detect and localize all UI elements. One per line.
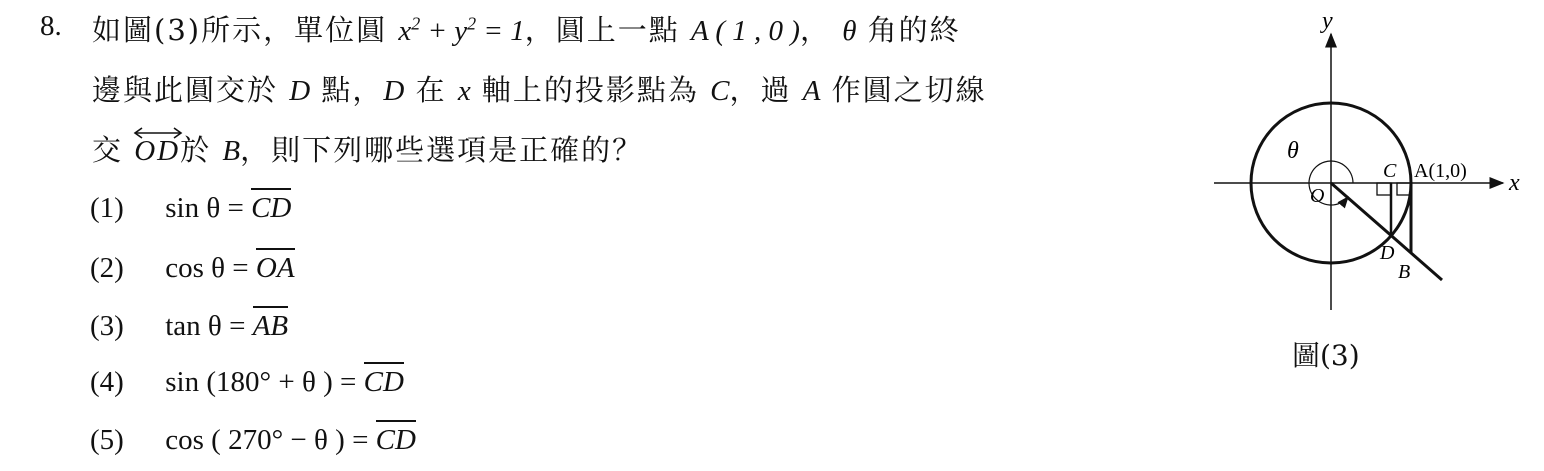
line-od: [134, 135, 180, 168]
option-3: [90, 310, 288, 343]
text: ，圓上一點: [524, 13, 680, 47]
label-o: O: [1310, 185, 1325, 207]
option-lhs: cos ( 270° − θ ) =: [165, 424, 369, 456]
option-lhs: tan θ =: [165, 310, 246, 342]
option-number: (2): [90, 252, 124, 284]
text: 點，: [321, 73, 384, 107]
var-a: A: [802, 75, 821, 107]
text: 在: [415, 73, 447, 107]
option-1: [90, 192, 291, 225]
double-arrow-icon: [132, 127, 184, 139]
option-segment: OA: [256, 248, 295, 284]
option-segment: CD: [376, 420, 416, 456]
text: 作圓之切線: [831, 73, 987, 107]
text: ，過: [729, 73, 792, 107]
option-lhs: sin (180° + θ ) =: [165, 366, 357, 398]
option-segment: AB: [253, 306, 288, 342]
segment-od-text: OD: [134, 135, 181, 167]
option-segment: CD: [364, 362, 404, 398]
text: 邊與此圓交於: [92, 73, 279, 107]
question-line-3: [92, 128, 643, 169]
question-number: 8.: [40, 10, 62, 42]
text: ，: [799, 13, 831, 47]
question-line-2: [92, 68, 987, 109]
option-segment: CD: [251, 188, 291, 224]
circle-equation: $x^2 + y^2 = 1$: [398, 13, 525, 47]
question-line-1: [92, 8, 961, 49]
label-y: y: [1322, 8, 1333, 34]
var-b: B: [222, 135, 241, 167]
var-d: D: [289, 75, 311, 107]
figure-caption: 圖(3): [1292, 339, 1360, 372]
label-x: x: [1509, 170, 1520, 196]
label-a: A(1,0): [1414, 160, 1467, 182]
option-2: [90, 252, 295, 285]
unit-circle-figure: [1200, 0, 1540, 330]
label-theta: θ: [1287, 138, 1299, 164]
option-number: (1): [90, 192, 124, 224]
label-c: C: [1383, 160, 1397, 182]
text: ，則下列哪些選項是正確的？: [240, 133, 644, 167]
text: 交: [92, 133, 124, 167]
label-d: D: [1380, 242, 1395, 264]
text: 於: [180, 133, 212, 167]
option-number: (5): [90, 424, 124, 456]
theta-symbol: θ: [842, 15, 857, 47]
option-lhs: cos θ =: [165, 252, 249, 284]
var-c: C: [710, 75, 730, 107]
option-number: (4): [90, 366, 124, 398]
option-lhs: sin θ =: [165, 192, 244, 224]
var-d: D: [383, 75, 405, 107]
label-b: B: [1398, 261, 1411, 283]
point-a-label: A ( 1 , 0 ): [690, 15, 800, 47]
var-x: x: [457, 75, 471, 107]
text: 如圖(3)所示，單位圓: [92, 13, 388, 47]
option-5: [90, 424, 416, 457]
option-4: [90, 366, 404, 399]
option-number: (3): [90, 310, 124, 342]
text: 軸上的投影點為: [481, 73, 699, 107]
right-angle-c: [1377, 183, 1391, 195]
text: 角的終: [867, 13, 961, 47]
